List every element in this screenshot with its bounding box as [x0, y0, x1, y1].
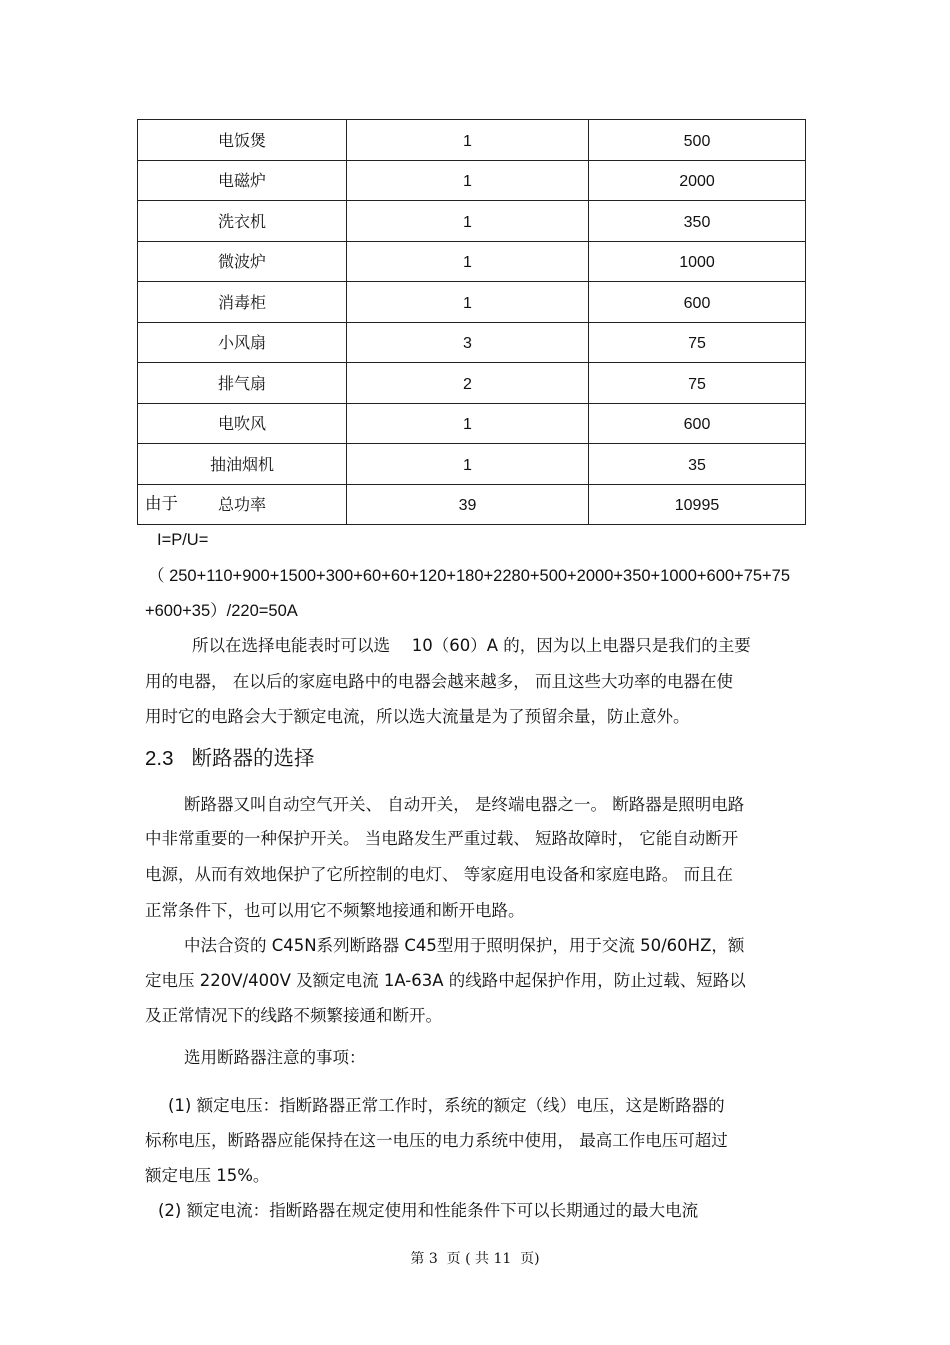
appliance-name: 电饭煲	[138, 120, 347, 161]
text-line: 中非常重要的一种保护开关。 当电路发生严重过载、 短路故障时， 它能自动断开	[145, 829, 739, 848]
text-line: 正常条件下，也可以用它不频繁地接通和断开电路。	[145, 901, 525, 920]
appliance-quantity: 1	[347, 241, 589, 282]
appliance-name: 抽油烟机	[138, 444, 347, 485]
appliance-power-table	[137, 119, 806, 525]
appliance-power: 1000	[589, 241, 806, 282]
appliance-quantity: 2	[347, 363, 589, 404]
page-footer: 第 3 页 ( 共 11 页)	[410, 1251, 540, 1267]
appliance-name: 洗衣机	[138, 201, 347, 242]
appliance-power: 350	[589, 201, 806, 242]
table-row	[138, 322, 806, 363]
appliance-name: 排气扇	[138, 363, 347, 404]
appliance-name: 微波炉	[138, 241, 347, 282]
text-line: 额定电压 15%。	[145, 1166, 270, 1185]
appliance-quantity: 1	[347, 403, 589, 444]
total-label: 总功率	[138, 484, 347, 525]
text-line: 由于	[145, 494, 178, 513]
table-row	[138, 201, 806, 242]
formula-line: +600+35）/220=50A	[145, 602, 298, 620]
table-row	[138, 363, 806, 404]
text-line: 断路器又叫自动空气开关、 自动开关， 是终端电器之一。 断路器是照明电路	[184, 795, 745, 814]
total-power: 10995	[589, 484, 806, 525]
section-title: 断路器的选择	[191, 746, 315, 770]
text-line: 用时它的电路会大于额定电流，所以选大流量是为了预留余量，防止意外。	[145, 707, 690, 726]
section-number: 2.3	[145, 747, 174, 770]
formula-line: （ 250+110+900+1500+300+60+60+120+180+2280+500+2000+350+1000+600+75+75	[148, 567, 791, 585]
text-line: 定电压 220V/400V 及额定电流 1A-63A 的线路中起保护作用，防止过载、短路以	[145, 971, 746, 990]
table-row	[138, 282, 806, 323]
table-row	[138, 160, 806, 201]
formula-line: I=P/U=	[157, 531, 209, 549]
text-line: (1) 额定电压：指断路器正常工作时，系统的额定（线）电压，这是断路器的	[168, 1096, 725, 1115]
appliance-quantity: 3	[347, 322, 589, 363]
table-row	[138, 241, 806, 282]
appliance-name: 电磁炉	[138, 160, 347, 201]
text-line: 标称电压，断路器应能保持在这一电压的电力系统中使用， 最高工作电压可超过	[145, 1131, 728, 1150]
appliance-power: 2000	[589, 160, 806, 201]
text-line: 电源，从而有效地保护了它所控制的电灯、 等家庭用电设备和家庭电路。 而且在	[145, 865, 733, 884]
appliance-power: 500	[589, 120, 806, 161]
total-quantity: 39	[347, 484, 589, 525]
appliance-quantity: 1	[347, 282, 589, 323]
section-heading	[145, 745, 315, 772]
table-row	[138, 444, 806, 485]
appliance-power: 35	[589, 444, 806, 485]
appliance-name: 小风扇	[138, 322, 347, 363]
text-line: 选用断路器注意的事项：	[184, 1048, 366, 1067]
appliance-power: 600	[589, 403, 806, 444]
appliance-name: 消毒柜	[138, 282, 347, 323]
table-row	[138, 120, 806, 161]
appliance-power: 75	[589, 363, 806, 404]
table-row-total	[138, 484, 806, 525]
text-line: 中法合资的 C45N系列断路器 C45型用于照明保护，用于交流 50/60HZ，额	[184, 936, 745, 955]
appliance-quantity: 1	[347, 160, 589, 201]
text-line: 及正常情况下的线路不频繁接通和断开。	[145, 1006, 442, 1025]
text-line: 所以在选择电能表时可以选 10（60）A 的，因为以上电器只是我们的主要	[192, 636, 751, 655]
appliance-name: 电吹风	[138, 403, 347, 444]
appliance-quantity: 1	[347, 201, 589, 242]
text-line: 用的电器， 在以后的家庭电路中的电器会越来越多， 而且这些大功率的电器在使	[145, 672, 733, 691]
appliance-quantity: 1	[347, 444, 589, 485]
table-row	[138, 403, 806, 444]
appliance-quantity: 1	[347, 120, 589, 161]
appliance-power: 600	[589, 282, 806, 323]
text-line: (2) 额定电流：指断路器在规定使用和性能条件下可以长期通过的最大电流	[158, 1201, 699, 1220]
appliance-power: 75	[589, 322, 806, 363]
